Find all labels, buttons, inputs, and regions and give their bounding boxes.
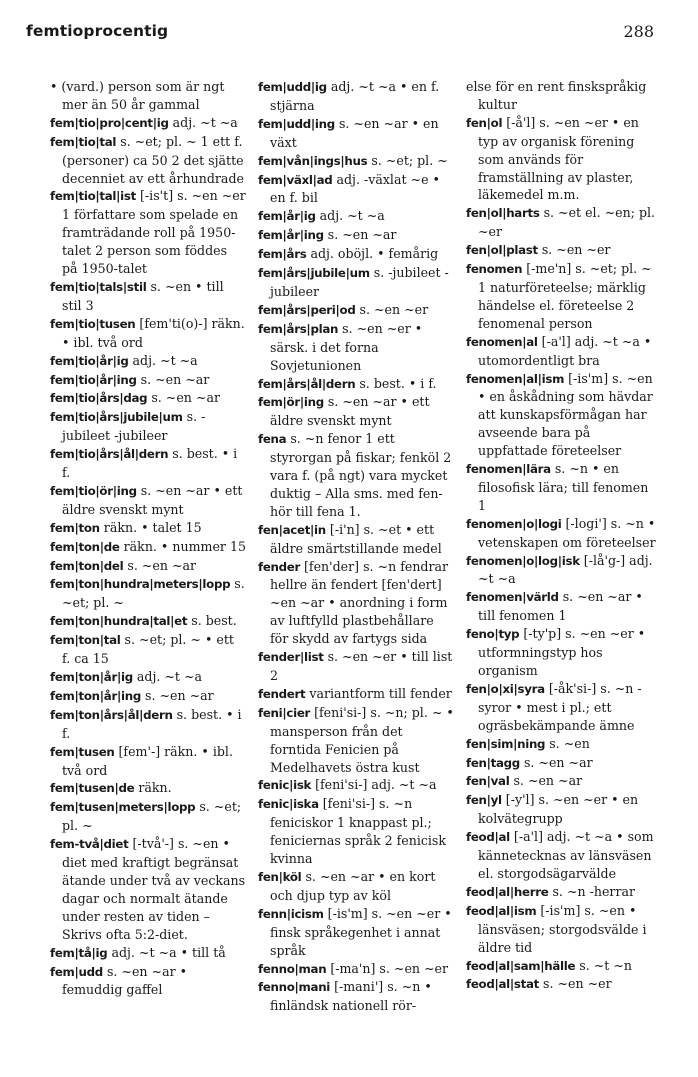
dictionary-entry [466,460,660,515]
entry-definition: [-is'm] s. ~en ~er • finsk språkegenhet i annat språk [270,905,452,958]
entry-definition: [-is'm] s. ~en • en åskådning som hävdar att kunskapsförmågan har avseende bara på uppfattade företeelser [478,370,653,459]
dictionary-entry [258,776,454,795]
dictionary-entry [50,538,246,557]
entry-headword: fem|ton|års|ål|dern [50,707,173,722]
entry-definition: s. best. • i f. [62,446,238,481]
entry-headword: fem|växl|ad [258,172,333,187]
dictionary-entry [50,371,246,390]
entry-definition: s. -jubileet -jubileer [270,265,449,299]
dictionary-entry [258,264,454,301]
entry-definition: [fen'der] s. ~n fendrar hellre än fendert [fen'dert] ~en ~ar • anordning i form av luftfylld plastbehållare för skydd av fartygs sida [270,558,449,647]
dictionary-entry [466,515,660,552]
entry-headword: fem|tio|ör|ing [50,483,137,498]
entry-definition: s. ~en ~ar • en kort och djup typ av köl [270,868,436,903]
entry-headword: fem|tio|år|ing [50,372,137,387]
entry-definition: [-y'l] s. ~en ~er • en kolvätegrupp [478,792,639,827]
entry-definition: adj. ~t ~a • till tå [111,944,226,960]
entry-definition: s. ~en • till stil 3 [62,278,224,313]
entry-headword: fem|tio|tal|ist [50,189,136,204]
dictionary-entry [50,706,246,743]
entry-definition: s. ~et el. ~en; pl. ~er [478,205,656,240]
entry-definition: [-å'l] s. ~en ~er • en typ av organisk förening som används för framställning av plaster, läkemedel m.m. [478,114,639,203]
entry-definition: räkn. • nummer 15 [123,538,246,554]
entry-headword: fem|ör|ing [258,395,324,410]
dictionary-entry [466,754,660,773]
dictionary-columns [50,78,660,1068]
dictionary-entry [258,430,454,521]
entry-definition: s. ~en ~ar • ett äldre svenskt mynt [62,482,243,517]
entry-headword: fem|ton|år|ing [50,688,141,703]
entry-definition: s. best. • i f. [62,706,242,741]
dictionary-entry [466,791,660,828]
entry-headword: fenomen [466,262,523,277]
entry-headword: fem|tusen|de [50,781,135,796]
dictionary-entry [466,975,660,994]
entry-definition: [-i'n] s. ~et • ett äldre smärtstillande medel [270,521,442,556]
dictionary-entry [466,828,660,883]
entry-definition: s. ~en ~er • särsk. i det forna Sovjetunionen [270,320,423,373]
entry-definition: s. ~en ~ar [144,687,214,703]
entry-definition: [-ma'n] s. ~en ~er [330,960,449,976]
entry-headword: fem|ton|tal [50,633,121,648]
dictionary-entry [50,78,246,114]
dictionary-entry [258,558,454,649]
entry-headword: fem|tå|ig [50,945,108,960]
entry-definition: [feni'si-] adj. ~t ~a [315,777,437,793]
entry-headword: feod|al|herre [466,884,549,899]
dictionary-entry [50,519,246,538]
dictionary-entry [50,743,246,780]
dictionary-entry [258,171,454,208]
entry-definition: [-åk'si-] s. ~n -syror • mest i pl.; ett ogräsbekämpande ämne [478,680,642,733]
entry-headword: feod|al|ism [466,903,537,918]
dictionary-entry [258,226,454,245]
entry-definition: adj. ~t ~a [172,114,238,130]
entry-headword: fem|tio|års|jubile|um [50,410,183,425]
entry-definition: • (vard.) person som är ngt mer än 50 år gammal [50,79,225,112]
entry-headword: fem|år|ig [258,209,316,224]
entry-headword: fem|tio|pro|cent|ig [50,115,169,130]
entry-definition: s. ~en ~ar [151,390,220,406]
page-number: 288 [623,22,654,41]
entry-definition: s. ~en ~er [359,301,429,317]
entry-definition: adj. ~t ~a [319,208,385,224]
dictionary-entry [50,575,246,612]
dictionary-entry [258,648,454,685]
column-3 [466,78,660,1068]
entry-headword: fem|ton|hundra|meters|lopp [50,577,231,592]
entry-definition: s. ~et; pl. ~ • ett f. ca 15 [62,632,234,667]
dictionary-entry [466,625,660,680]
entry-headword: fem|udd [50,964,103,979]
entry-headword: fem|tio|års|ål|dern [50,447,169,462]
entry-headword: fem|tusen|meters|lopp [50,800,196,815]
dictionary-entry [258,704,454,777]
entry-definition: s. ~n fenor 1 ett styrorgan på fiskar; fenköl 2 vara f. (på ngt) vara mycket duktig – Alla sms. med fen- hör till fena 1. [270,431,452,519]
dictionary-entry [258,685,454,704]
dictionary-entry [258,245,454,264]
entry-definition: s. ~en ~er [542,976,612,992]
entry-headword: fem|tio|tusen [50,316,136,331]
entry-definition: adj. oböjl. • femårig [310,246,439,262]
entry-headword: feni|cier [258,705,311,720]
dictionary-entry [50,445,246,482]
entry-headword: fem|tio|år|ig [50,353,129,368]
entry-headword: fem|udd|ig [258,80,327,94]
entry-definition: s. ~en ~ar • femuddig gaffel [62,963,188,998]
entry-definition: s. ~en ~ar • ett äldre svenskt mynt [270,394,430,429]
entry-headword: fen|ol|harts [466,206,540,221]
entry-headword: fenomen|al|ism [466,371,565,386]
entry-definition: s. ~en [549,735,590,751]
entry-headword: fen|köl [258,869,302,884]
entry-headword: fem|ton|del [50,558,124,573]
dictionary-entry [50,612,246,631]
entry-definition: s. ~n -herrar [552,883,635,899]
dictionary-entry [258,115,454,152]
entry-headword: fena [258,432,287,447]
entry-headword: fen|tagg [466,755,520,770]
dictionary-entry [50,352,246,371]
entry-headword: fem|års|plan [258,321,339,336]
entry-headword: fem|ton [50,520,100,535]
dictionary-entry [258,978,454,1015]
entry-headword: fem|år|ing [258,228,324,243]
entry-headword: feod|al [466,830,510,845]
dictionary-entry [466,883,660,902]
column-1 [50,78,246,1068]
dictionary-entry [466,552,660,589]
entry-definition: [-mani'] s. ~n • finländsk nationell rör- [270,979,432,1014]
entry-definition: räkn. [138,780,172,796]
entry-definition: s. ~en ~ar [513,773,583,789]
dictionary-entry [466,772,660,791]
dictionary-entry [466,902,660,957]
entry-headword: fen|ol|plast [466,243,538,258]
dictionary-entry [466,260,660,333]
entry-definition: s. ~en ~ar [127,557,197,573]
entry-headword: fen|sim|ning [466,736,546,751]
entry-definition: s. ~en ~ar [523,754,593,770]
entry-definition: s. ~et; pl. ~ 1 ett f. (personer) ca 50 2 det sjätte decenniet av ett århundrade [62,133,244,186]
entry-headword: fem|tio|tal [50,134,117,149]
entry-headword: feod|al|stat [466,977,539,992]
entry-definition: s. ~et; pl. ~ [371,152,448,168]
entry-headword: feod|al|sam|hälle [466,958,576,973]
dictionary-entry [50,133,246,188]
dictionary-entry [466,735,660,754]
dictionary-entry [258,301,454,320]
entry-definition: [feni'si-] s. ~n; pl. ~ • mansperson från det forntida Fenicien på Medelhavets östra kust [270,704,454,775]
entry-definition: s. best. • i f. [359,375,437,391]
entry-definition: [fem'-] räkn. • ibl. två ord [62,743,233,778]
dictionary-entry [466,204,660,241]
dictionary-entry [50,187,246,278]
dictionary-entry [50,835,246,943]
entry-headword: fender [258,559,300,574]
entry-definition: s. best. [191,613,237,629]
entry-headword: fem|års|ål|dern [258,376,356,391]
page-header [26,22,654,44]
dictionary-entry [466,241,660,260]
entry-definition: adj. -växlat ~e • en f. bil [270,171,440,206]
dictionary-entry [50,963,246,1000]
dictionary-entry [466,370,660,461]
dictionary-entry [50,944,246,963]
entry-definition: s. ~en ~er • till list 2 [270,649,453,683]
entry-definition: s. ~en ~ar [327,227,397,243]
entry-headword: fem|ton|år|ig [50,670,133,684]
dictionary-entry [50,408,246,445]
entry-headword: fem|tio|tals|stil [50,279,147,294]
guide-word: femtioprocentig [26,22,169,40]
entry-headword: fenomen|lära [466,462,551,477]
dictionary-entry [466,114,660,205]
entry-definition: adj. ~t ~a • en f. stjärna [270,79,440,113]
entry-headword: fem|års|jubile|um [258,266,370,281]
dictionary-entry [258,207,454,226]
dictionary-entry [50,278,246,315]
dictionary-entry [258,393,454,430]
entry-headword: fen|ol [466,115,503,130]
entry-headword: fem|års|peri|od [258,302,356,317]
dictionary-entry [50,557,246,576]
entry-definition: [-två'-] s. ~en • diet med kraftigt begränsat ätande under två av veckans dagar och normalt ätande under resten av tiden – Skrivs ofta 5:2-diet. [62,836,246,942]
entry-headword: fem|ton|de [50,539,120,554]
entry-headword: fen|val [466,774,510,789]
dictionary-entry [50,631,246,668]
entry-headword: fenomen|o|logi [466,516,562,531]
entry-definition: [-me'n] s. ~et; pl. ~ 1 naturföreteelse; märklig händelse el. företeelse 2 fenomenal person [478,261,652,331]
dictionary-entry [466,957,660,976]
entry-definition: adj. ~t ~a [136,669,203,684]
entry-definition: else för en rent finskspråkig kultur [466,79,647,112]
entry-headword: fem|udd|ing [258,116,335,131]
column-2 [258,78,454,1068]
entry-headword: fem|tusen [50,744,115,759]
entry-definition: s. ~en ~ar [140,371,210,387]
entry-definition: s. -jubileet -jubileer [62,409,206,444]
dictionary-entry [258,960,454,979]
entry-headword: fenomen|al [466,334,538,349]
dictionary-entry [50,779,246,798]
dictionary-entry [258,375,454,394]
dictionary-entry [466,680,660,735]
entry-headword: fenno|mani [258,980,331,995]
entry-definition: [-is'm] s. ~en • länsväsen; storgodsvälde i äldre tid [478,902,647,955]
entry-headword: fen|yl [466,793,502,808]
dictionary-entry [258,521,454,558]
entry-headword: fender|list [258,650,324,665]
dictionary-entry [50,114,246,133]
entry-headword: fenomen|o|log|isk [466,553,580,568]
dictionary-entry [258,78,454,115]
dictionary-entry [466,588,660,625]
entry-definition: s. ~en ~ar • en växt [270,115,439,150]
entry-definition: [-ty'p] s. ~en ~er • utformningstyp hos organism [478,626,646,678]
entry-definition: s. ~et; pl. ~ [62,576,245,611]
entry-headword: fendert [258,686,306,701]
entry-headword: fenno|man [258,961,327,976]
entry-headword: fem|tio|års|dag [50,391,148,406]
dictionary-entry [50,668,246,687]
entry-definition: [-logi'] s. ~n • vetenskapen om företeelser [478,515,656,550]
entry-definition: s. ~n • en filosofisk lära; till fenomen 1 [478,461,649,513]
entry-headword: fem|vån|ings|hus [258,153,368,168]
entry-headword: fenn|icism [258,906,324,921]
dictionary-entry [258,320,454,375]
dictionary-entry [258,152,454,171]
entry-definition: [fem'ti(o)-] räkn. • ibl. två ord [62,315,245,350]
entry-definition: variantform till fender [309,685,452,701]
dictionary-entry [50,687,246,706]
dictionary-entry [258,905,454,960]
entry-definition: [-is't] s. ~en ~er 1 författare som spelade en framträdande roll på 1950-talet 2 person som föddes på 1950-talet [62,188,246,277]
entry-headword: fenic|iska [258,797,319,812]
entry-definition: [feni'si-] s. ~n feniciskor 1 knappast pl.; feniciernas språk 2 fenicisk kvinna [270,796,447,867]
entry-headword: fem|ton|hundra|tal|et [50,614,188,629]
entry-definition: adj. ~t ~a [132,352,198,368]
entry-definition: [-a'l] adj. ~t ~a • utomordentligt bra [478,333,652,368]
dictionary-entry [50,315,246,352]
entry-headword: fem|års [258,247,307,262]
entry-headword: fem-två|diet [50,837,129,852]
entry-headword: fenomen|värld [466,590,559,605]
entry-headword: fenic|isk [258,778,312,793]
entry-definition: [-lå'g-] adj. ~t ~a [478,552,653,587]
entry-definition: [-a'l] adj. ~t ~a • som kännetecknas av länsväsen el. storgodsägarvälde [478,829,654,881]
entry-headword: feno|typ [466,627,520,642]
entry-definition: s. ~et; pl. ~ [62,799,242,834]
entry-headword: fen|o|xi|syra [466,681,545,696]
dictionary-entry [258,795,454,868]
entry-definition: s. ~en ~er [541,242,611,258]
dictionary-entry [466,333,660,370]
dictionary-entry [50,798,246,835]
entry-definition: s. ~t ~n [579,957,632,973]
dictionary-entry [50,389,246,408]
entry-definition: räkn. • talet 15 [103,519,202,535]
dictionary-entry [466,78,660,114]
dictionary-entry [50,482,246,519]
entry-headword: fen|acet|in [258,522,326,537]
dictionary-entry [258,868,454,905]
entry-definition: s. ~en ~ar • till fenomen 1 [478,589,643,624]
